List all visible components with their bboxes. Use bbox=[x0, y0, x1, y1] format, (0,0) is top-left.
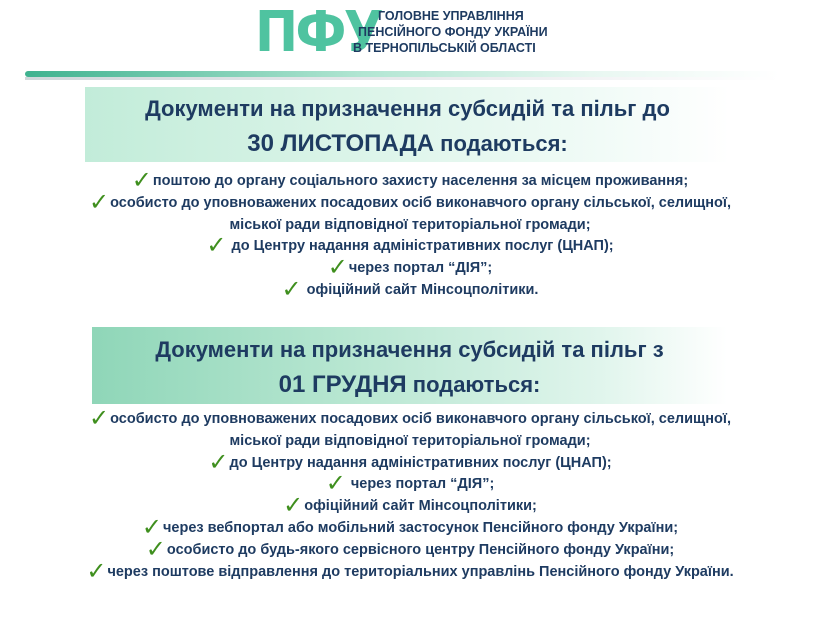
checkmark-icon: ✓ bbox=[131, 166, 152, 194]
list-item-text: особисто до уповноважених посадових осіб виконавчого органу сільської, селищної, bbox=[110, 194, 731, 211]
organization-name bbox=[353, 8, 548, 56]
list-item-text: міської ради відповідної територіальної громади; bbox=[229, 216, 591, 233]
list-item-text: офіційний сайт Мінсоцполітики. bbox=[306, 281, 539, 298]
org-line: ГОЛОВНЕ УПРАВЛІННЯ bbox=[378, 9, 524, 23]
checkmark-icon: ✓ bbox=[86, 556, 107, 585]
checkmark-icon: ✓ bbox=[208, 447, 229, 476]
list-item-text: через поштове відправлення до територіальних управлінь Пенсійного фонду України. bbox=[107, 563, 734, 580]
org-line: В ТЕРНОПІЛЬСЬКІЙ ОБЛАСТІ bbox=[353, 41, 536, 55]
section1-title-suffix: подаються: bbox=[434, 131, 568, 156]
list-item-text: до Центру надання адміністративних послуг (ЦНАП); bbox=[229, 454, 612, 471]
section1-title: Документи на призначення субсидій та пільг до bbox=[145, 96, 670, 121]
list-item bbox=[0, 534, 820, 563]
header-divider-shadow bbox=[25, 77, 780, 80]
list-item-text: особисто до будь-якого сервісного центру Пенсійного фонду України; bbox=[166, 541, 675, 558]
section2-list bbox=[0, 404, 820, 585]
list-item-text: до Центру надання адміністративних послуг (ЦНАП); bbox=[231, 238, 614, 255]
checkmark-icon: ✓ bbox=[206, 231, 227, 260]
list-item-text: через портал “ДІЯ”; bbox=[348, 260, 493, 277]
list-item bbox=[0, 447, 820, 476]
section1-list bbox=[0, 166, 820, 303]
checkmark-icon: ✓ bbox=[141, 512, 163, 541]
checkmark-icon: ✓ bbox=[325, 469, 346, 498]
list-item bbox=[0, 469, 820, 498]
header bbox=[0, 0, 820, 80]
list-item-text: офіційний сайт Мінсоцполітики; bbox=[304, 498, 537, 515]
section2-banner bbox=[92, 327, 727, 404]
section2-date: 01 ГРУДНЯ bbox=[278, 371, 407, 398]
list-item bbox=[0, 187, 820, 216]
checkmark-icon: ✓ bbox=[89, 404, 110, 432]
checkmark-icon: ✓ bbox=[145, 534, 166, 563]
checkmark-icon: ✓ bbox=[89, 187, 110, 216]
list-item bbox=[0, 215, 820, 237]
org-line: ПЕНСІЙНОГО ФОНДУ УКРАЇНИ bbox=[358, 25, 548, 39]
list-item bbox=[0, 274, 820, 303]
list-item-text: міської ради відповідної територіальної громади; bbox=[229, 432, 591, 449]
list-item bbox=[0, 431, 820, 453]
checkmark-icon: ✓ bbox=[281, 274, 302, 303]
checkmark-icon: ✓ bbox=[327, 253, 348, 282]
section2-title-suffix: подаються: bbox=[406, 372, 541, 397]
list-item bbox=[0, 404, 820, 432]
list-item bbox=[0, 253, 820, 282]
section1-date: 30 ЛИСТОПАДА bbox=[247, 130, 435, 157]
list-item bbox=[0, 491, 820, 520]
list-item-text: поштою до органу соціального захисту населення за місцем проживання; bbox=[152, 173, 689, 189]
list-item-text: особисто до уповноважених посадових осіб виконавчого органу сільської, селищної, bbox=[110, 411, 731, 427]
list-item bbox=[0, 556, 820, 585]
list-item bbox=[0, 166, 820, 194]
list-item-text: через портал “ДІЯ”; bbox=[350, 476, 495, 493]
section1-banner bbox=[85, 87, 730, 162]
list-item bbox=[0, 512, 820, 541]
section2-title: Документи на призначення субсидій та пільг з bbox=[155, 337, 664, 362]
checkmark-icon: ✓ bbox=[283, 491, 304, 520]
section1-title-line2 bbox=[85, 126, 730, 161]
list-item-text: через вебпортал або мобільний застосунок Пенсійного фонду України; bbox=[163, 519, 679, 536]
list-item bbox=[0, 231, 820, 260]
pfu-logo: ПФУ bbox=[255, 0, 381, 65]
section2-title-line2 bbox=[92, 367, 727, 402]
